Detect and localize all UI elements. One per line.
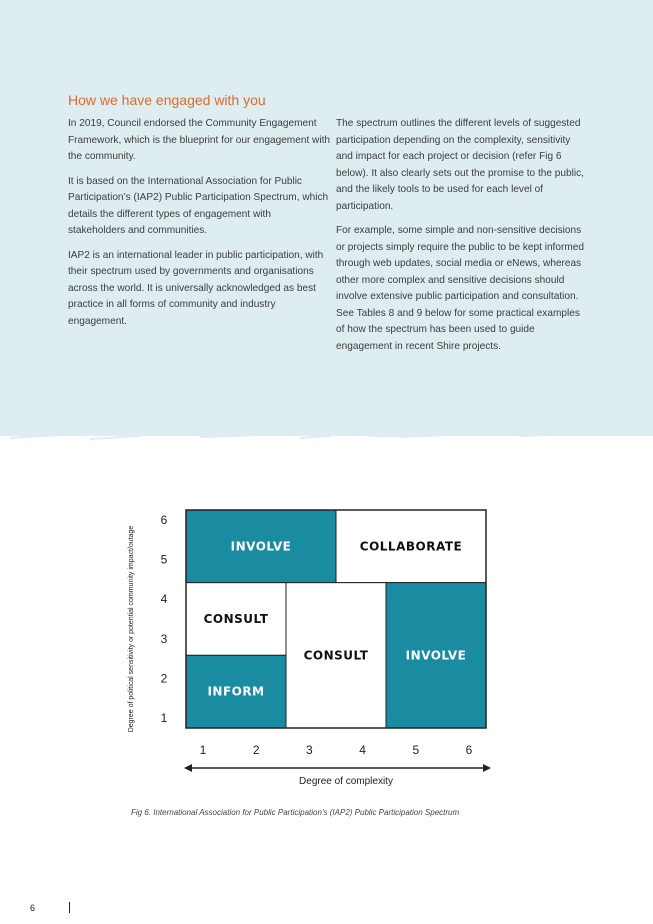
x-tick-label: 5 bbox=[412, 743, 420, 757]
page-number-divider bbox=[69, 902, 70, 913]
paragraph: It is based on the International Association for Public Participation’s (IAP2) Public Participation Spectrum, which details the different types of engagement with stakeholders and communities. bbox=[68, 175, 329, 236]
x-tick-label: 4 bbox=[359, 743, 366, 757]
paragraph: For example, some simple and non-sensitive decisions or projects simply require the public to be kept informed through web updates, social media or eNews, whereas other more complex and sensitive decisions should involve extensive public participation and consultation. See Tables 8 and 9 below for some practical examples of how the spectrum has been used to guide engagement in recent Shire projects. bbox=[336, 225, 584, 352]
y-tick-label: 5 bbox=[160, 552, 168, 567]
left-arrowhead-icon bbox=[184, 764, 192, 772]
left-column bbox=[68, 116, 330, 338]
right-arrowhead-icon bbox=[483, 764, 491, 772]
x-tick-label: 2 bbox=[252, 743, 260, 757]
region-label: INFORM bbox=[207, 684, 265, 699]
paragraph: The spectrum outlines the different levels of suggested participation depending on the complexity, sensitivity and impact for each project or decision (refer Fig 6 below). It also clearly sets out the promise to the public, and the likely tools to be used for each level of participation. bbox=[336, 118, 584, 212]
x-tick-label: 3 bbox=[306, 743, 313, 757]
x-tick-label: 1 bbox=[199, 743, 207, 757]
region-label: CONSULT bbox=[203, 612, 269, 626]
x-tick-label: 6 bbox=[465, 743, 473, 757]
y-tick-label: 2 bbox=[160, 671, 168, 686]
region-label: INVOLVE bbox=[230, 539, 292, 554]
region-label: COLLABORATE bbox=[359, 539, 463, 554]
y-tick-label: 1 bbox=[160, 711, 168, 725]
region-label: CONSULT bbox=[303, 648, 369, 663]
paragraph: IAP2 is an international leader in public participation, with their spectrum used by governments and organisations across the world. It is universally acknowledged as best practice in all forms of community and industry engagement. bbox=[68, 249, 324, 327]
section-heading: How we have engaged with you bbox=[68, 92, 266, 108]
brush-edge-divider bbox=[0, 420, 653, 460]
figure-caption: Fig 6. International Association for Public Participation’s (IAP2) Public Participation Spectrum bbox=[131, 808, 460, 817]
y-tick-label: 6 bbox=[160, 513, 168, 527]
right-column bbox=[336, 116, 586, 363]
page-number: 6 bbox=[30, 903, 36, 913]
x-axis-label: Degree of complexity bbox=[299, 776, 393, 787]
y-tick-label: 3 bbox=[160, 631, 168, 646]
y-tick-label: 4 bbox=[160, 592, 168, 607]
y-axis-label: Degree of political sensitivity or potential community impact/outage bbox=[128, 525, 135, 733]
region-label: INVOLVE bbox=[405, 648, 467, 663]
paragraph: In 2019, Council endorsed the Community Engagement Framework, which is the blueprint for our engagement with the community. bbox=[68, 118, 330, 162]
iap2-spectrum-chart bbox=[118, 500, 518, 800]
